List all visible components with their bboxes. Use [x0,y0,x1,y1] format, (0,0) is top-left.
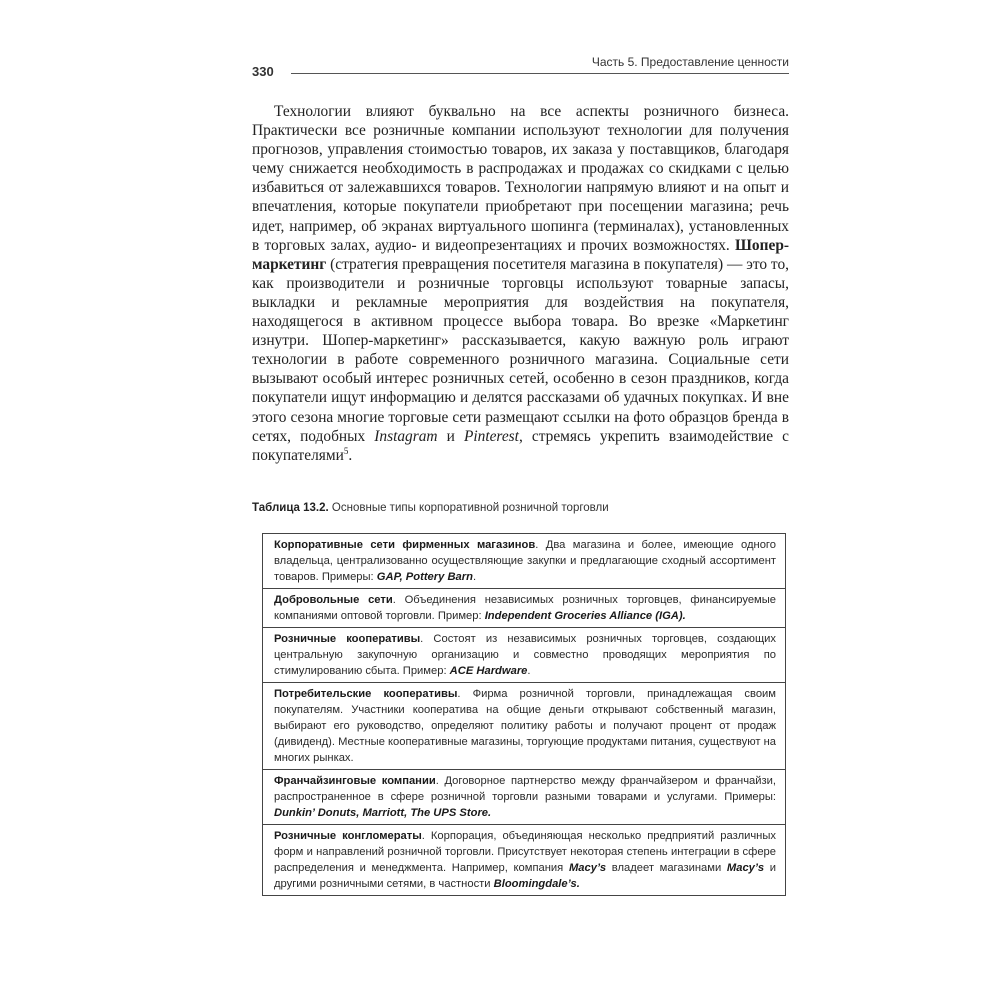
header-rule [291,73,789,74]
table-row [263,588,785,627]
row-title: Корпоративные сети фирменных магазинов [274,539,536,551]
row-end: . [527,665,531,677]
row-text: . Состоят из независимых розничных торговцев, создающих центральную закупочную организацию и совместно проводящих мероприятия по стимулированию сбыта. Пример: [274,633,776,677]
brand-instagram: Instagram [374,427,438,445]
row-text: . Два магазина и более, имеющие одного владельца, централизованно осуществляющие закупки и предлагающие сходный ассортимент товаров. Примеры: [274,539,776,583]
row-examples: Independent Groceries Alliance (IGA). [484,610,686,622]
table-caption-label: Таблица 13.2. [252,502,329,514]
row-title: Добровольные сети [274,594,393,606]
table-row [263,769,785,824]
page-number: 330 [252,64,274,79]
body-paragraph [252,102,789,465]
row-example-bloomingdales: Bloomingdale’s. [493,878,580,890]
row-examples: ACE Hardware [449,665,528,677]
footnote-ref: 5 [343,445,349,456]
row-title: Розничные конгломераты [274,830,422,842]
row-example-macys-stores: Macy’s [726,862,765,874]
row-text: . Фирма розничной торговли, принадлежащая своим покупателям. Участники кооператива на общие деньги открывают собственный магазин, выбирают его руководство, определяют политику работы и получают процент от продаж (дивиденд). Местные кооперативные магазины, торгующие продуктами питания, существуют на многих рынках. [274,688,776,764]
table-row [263,534,785,588]
brand-pinterest: Pinterest [463,427,519,445]
body-end-period: . [348,446,353,464]
table-row [263,824,785,895]
body-text-part1: Технологии влияют буквально на все аспекты розничного бизнеса. Практически все розничные компании используют технологии для получения прогнозов, управления стоимостью товаров, их заказа у поставщиков, благодаря чему снижается необходимость в распродажах и продажах со скидками с целью избавиться от залежавшихся товаров. Технологии напрямую влияют и на опыт и впечатления, которые покупатели приобретают при посещении магазина; речь идет, например, об экранах виртуального шопинга (терминалах), установленных в торговых залах, аудио- и видеопрезентациях и прочих возможностях. [252,103,789,254]
table-row [263,627,785,682]
body-text-part3: , стремясь укрепить взаимодействие с покупателями [252,427,789,464]
row-example-macys: Macy’s [568,862,607,874]
row-examples: Dunkin’ Donuts, Marriott, The UPS Store. [274,807,492,819]
row-end: . [472,571,477,583]
row-title: Розничные кооперативы [274,633,421,645]
row-title: Потребительские кооперативы [274,688,458,700]
row-text-mid2: и другими розничными сетями, в частности [274,862,776,890]
term-shopper-marketing: Шопер-маркетинг [252,236,790,273]
conjunction: и [446,427,455,445]
row-text: . Договорное партнерство между франчайзером и франчайзи, распространенное в сфере розничной торговли разными товарами и услугами. Примеры: [274,775,777,803]
table-caption [252,502,609,514]
running-head: Часть 5. Предоставление ценности [591,55,789,69]
row-text: . Объединения независимых розничных торговцев, финансируемые компаниями оптовой торговли. Пример: [274,594,776,622]
table-row [263,682,785,769]
row-text: . Корпорация, объединяющая несколько предприятий различных форм и направлений розничной торговли. Присутствует некоторая степень интеграции в сфере распределения и менеджмента. Например, компания [274,830,776,874]
row-title: Франчайзинговые компании [274,775,436,787]
retail-types-table [262,533,786,896]
table-caption-text: Основные типы корпоративной розничной торговли [331,502,609,514]
body-text-part2: (стратегия превращения посетителя магазина в покупателя) — это то, как производители и розничные торговцы используют товарные запасы, выкладки и рекламные мероприятия для воздействия на покупателя, находящегося в активном процессе выбора товара. Во врезке «Маркетинг изнутри. Шопер-маркетинг» рассказывается, какую важную роль играют технологии в работе современного розничного магазина. Социальные сети вызывают особый интерес розничных сетей, особенно в сезон праздников, когда покупатели ищут информацию и делятся рассказами об удачных покупках. И вне этого сезона многие торговые сети размещают ссылки на фото образцов бренда в сетях, подобных [252,255,789,445]
row-text-mid: владеет магазинами [606,862,727,874]
row-examples: GAP, Pottery Barn [376,571,473,583]
